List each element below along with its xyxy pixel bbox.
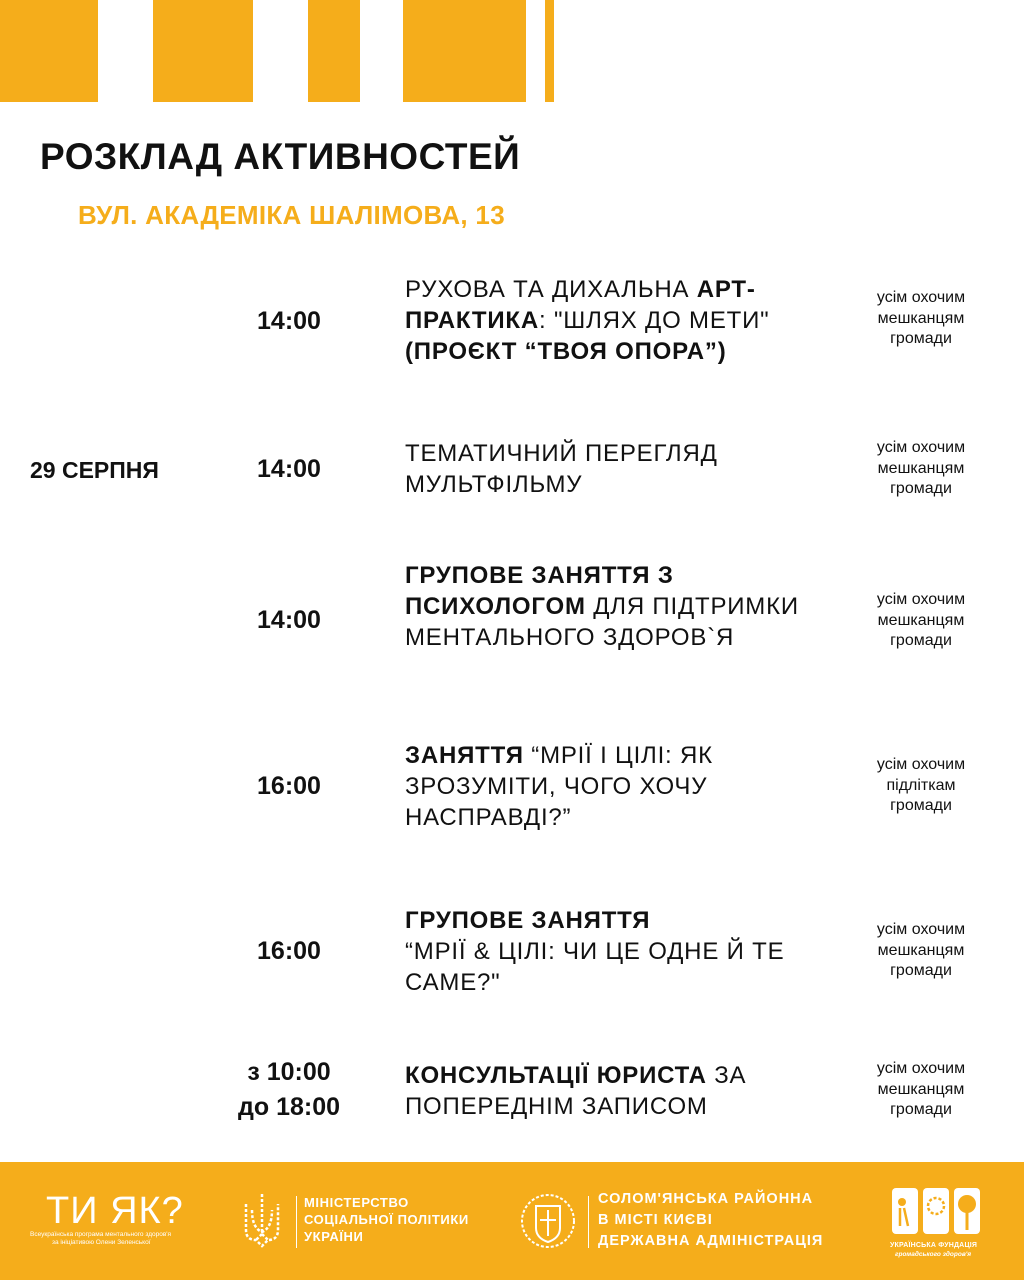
tyyak-caption-1: Всеукраїнська програма ментального здоров'я: [30, 1231, 172, 1238]
row-4-activity-part: “МРІЇ І ЦІЛІ: ЯК ЗРОЗУМІТИ, ЧОГО ХОЧУ НАСПРАВДІ?”: [405, 742, 713, 831]
row-1-activity-bold: (ПРОЄКТ “ТВОЯ ОПОРА”): [405, 338, 727, 365]
header-stripe-3: [308, 0, 360, 102]
row-1-audience: усім охочим мешканцям громади: [876, 289, 966, 347]
header-stripe-1: [0, 0, 98, 102]
row-6-activity-bold: КОНСУЛЬТАЦІЇ ЮРИСТА: [405, 1062, 707, 1089]
page-title: РОЗКЛАД АКТИВНОСТЕЙ: [40, 136, 521, 177]
row-1-activity-part: : "ШЛЯХ ДО МЕТИ": [539, 307, 770, 334]
row-6-time-end: до 18:00: [237, 1093, 341, 1121]
row-6-time-start: з 10:00: [247, 1058, 331, 1086]
row-3-activity: [405, 560, 815, 653]
row-1-activity-bold: АРТ-ПРАКТИКА: [405, 276, 756, 334]
row-2-audience: усім охочим мешканцям громади: [876, 439, 966, 497]
admin-name-line-2: В МІСТІ КИЄВІ: [598, 1212, 713, 1228]
row-3-activity-part: ДЛЯ ПІДТРИМКИ МЕНТАЛЬНОГО ЗДОРОВ`Я: [405, 593, 799, 651]
row-6-time: [225, 1055, 353, 1125]
row-4-activity: [405, 740, 815, 833]
ministry-name-line-1: МІНІСТЕРСТВО: [304, 1195, 409, 1210]
tyyak-caption-2: за ініціативою Олени Зеленської: [52, 1239, 151, 1246]
row-3-audience: усім охочим мешканцям громади: [876, 591, 966, 649]
ministry-name-line-3: УКРАЇНИ: [304, 1229, 364, 1244]
address: ВУЛ. АКАДЕМІКА ШАЛІМОВА, 13: [78, 200, 505, 230]
row-4-audience: усім охочим підліткам громади: [876, 756, 966, 814]
foundation-name-line-2: громадського здоров'я: [895, 1251, 972, 1258]
row-3-time: 14:00: [257, 606, 321, 634]
row-1-activity: [405, 274, 815, 367]
foundation-name-line-1: УКРАЇНСЬКА ФУНДАЦІЯ: [890, 1242, 978, 1249]
row-5-activity-bold: ГРУПОВЕ ЗАНЯТТЯ: [405, 907, 651, 934]
row-5-activity: [405, 905, 815, 998]
admin-name-line-3: ДЕРЖАВНА АДМІНІСТРАЦІЯ: [598, 1233, 824, 1249]
header-stripe-4: [403, 0, 526, 102]
divider-line: [296, 1196, 297, 1248]
row-6-activity-part: ЗА ПОПЕРЕДНІМ ЗАПИСОМ: [405, 1062, 747, 1120]
header-stripe-5: [545, 0, 554, 102]
footer-bar: [0, 1162, 1024, 1280]
schedule-date: 29 СЕРПНЯ: [30, 457, 159, 483]
row-2-activity: [405, 438, 815, 500]
row-3-activity-bold: ГРУПОВЕ ЗАНЯТТЯ З ПСИХОЛОГОМ: [405, 562, 674, 620]
ministry-name-line-2: СОЦІАЛЬНОЇ ПОЛІТИКИ: [304, 1212, 469, 1227]
admin-name-line-1: СОЛОМ'ЯНСЬКА РАЙОННА: [598, 1191, 814, 1207]
row-5-activity-part: “МРІЇ & ЦІЛІ: ЧИ ЦЕ ОДНЕ Й ТЕ САМЕ?": [405, 938, 785, 996]
row-1-time: 14:00: [257, 307, 321, 335]
row-4-activity-bold: ЗАНЯТТЯ: [405, 742, 524, 769]
row-5-time: 16:00: [257, 937, 321, 965]
row-1-activity-part: РУХОВА ТА ДИХАЛЬНА: [405, 276, 697, 303]
row-6-activity: [405, 1060, 815, 1122]
row-2-activity-part: ТЕМАТИЧНИЙ ПЕРЕГЛЯД МУЛЬТФІЛЬМУ: [405, 440, 718, 498]
header-stripe-2: [153, 0, 253, 102]
kyiv-coat-of-arms-icon: [518, 1190, 578, 1252]
trident-icon: [240, 1190, 284, 1252]
row-6-audience: усім охочим мешканцям громади: [876, 1060, 966, 1118]
divider-line: [588, 1196, 589, 1248]
row-4-time: 16:00: [257, 772, 321, 800]
row-5-audience: усім охочим мешканцям громади: [876, 921, 966, 979]
row-2-time: 14:00: [257, 455, 321, 483]
tyyak-logo: ТИ ЯК?: [46, 1190, 184, 1232]
foundation-logo-icon: [890, 1184, 984, 1238]
